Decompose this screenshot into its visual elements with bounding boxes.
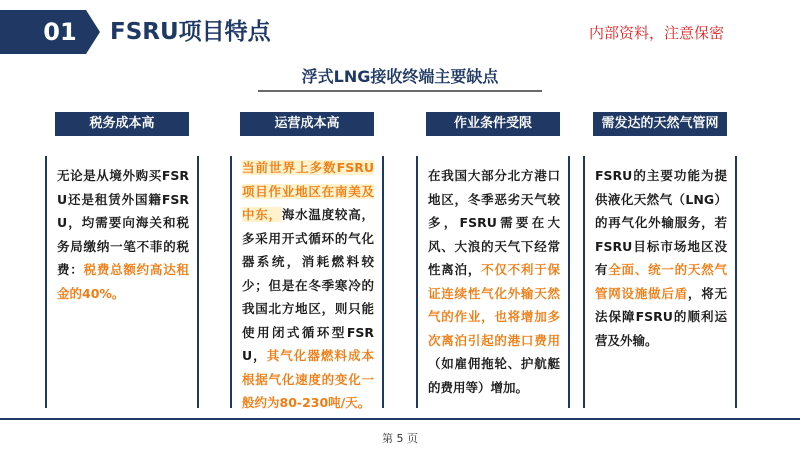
highlighted-text: 其气化器燃料成本根据气化速度的变化一般约为80-230吨/天。 (242, 348, 374, 410)
column-heading: 作业条件受限 (426, 112, 560, 136)
highlighted-text: 当前世界上多数FSRU项目作业地区在南美及中东， (242, 160, 374, 222)
column-text (595, 164, 727, 352)
header-accent-bar (0, 10, 34, 54)
column-text (242, 156, 374, 415)
highlighted-text: 税费总额约高达租金的40%。 (57, 262, 189, 301)
column-body (230, 156, 384, 408)
column-body (45, 156, 199, 408)
confidential-note: 内部资料，注意保密 (588, 24, 724, 42)
body-text: 海水温度较高，多采用开式循环的气化器系统，消耗燃料较少；但是在冬季寒冷的我国北方地区，则只能使用闭式循环型FSRU， (242, 207, 374, 363)
subtitle-underline (258, 90, 542, 92)
column-body (583, 156, 737, 408)
chevron-right-icon (86, 10, 100, 54)
column-body (416, 156, 570, 408)
body-text: 无论是从境外购买FSRU还是租赁外国籍FSRU，均需要向海关和税务局缴纳一笔不菲的税费： (57, 168, 189, 277)
highlighted-text: 不仅不利于保证连续性气化外输天然气的作业，也将增加多次离泊引起的港口费用 (428, 262, 560, 348)
column-heading: 运营成本高 (240, 112, 374, 136)
column-heading: 税务成本高 (55, 112, 189, 136)
section-number: 01 (34, 10, 86, 54)
column-heading: 需发达的天然气管网 (593, 112, 727, 136)
body-text: ，将无法保障FSRU的顺利运营及外输。 (595, 285, 727, 348)
section-subtitle: 浮式LNG接收终端主要缺点 (301, 67, 499, 86)
footer-divider (0, 418, 800, 420)
body-text: 在我国大部分北方港口地区，冬季恶劣天气较多，FSRU需要在大风、大浪的天气下经常性离泊， (428, 168, 560, 277)
body-text: FSRU的主要功能为提供液化天然气（LNG）的再气化外输服务，若FSRU目标市场地区没有 (595, 168, 727, 277)
body-text: （如雇佣拖轮、护航艇的费用等）增加。 (428, 356, 560, 395)
column-text (428, 164, 560, 399)
column-text (57, 164, 189, 305)
page-title: FSRU项目特点 (110, 19, 271, 45)
highlighted-text: 全面、统一的天然气管网设施做后盾 (595, 262, 727, 301)
page-number: 第 5 页 (382, 432, 418, 445)
